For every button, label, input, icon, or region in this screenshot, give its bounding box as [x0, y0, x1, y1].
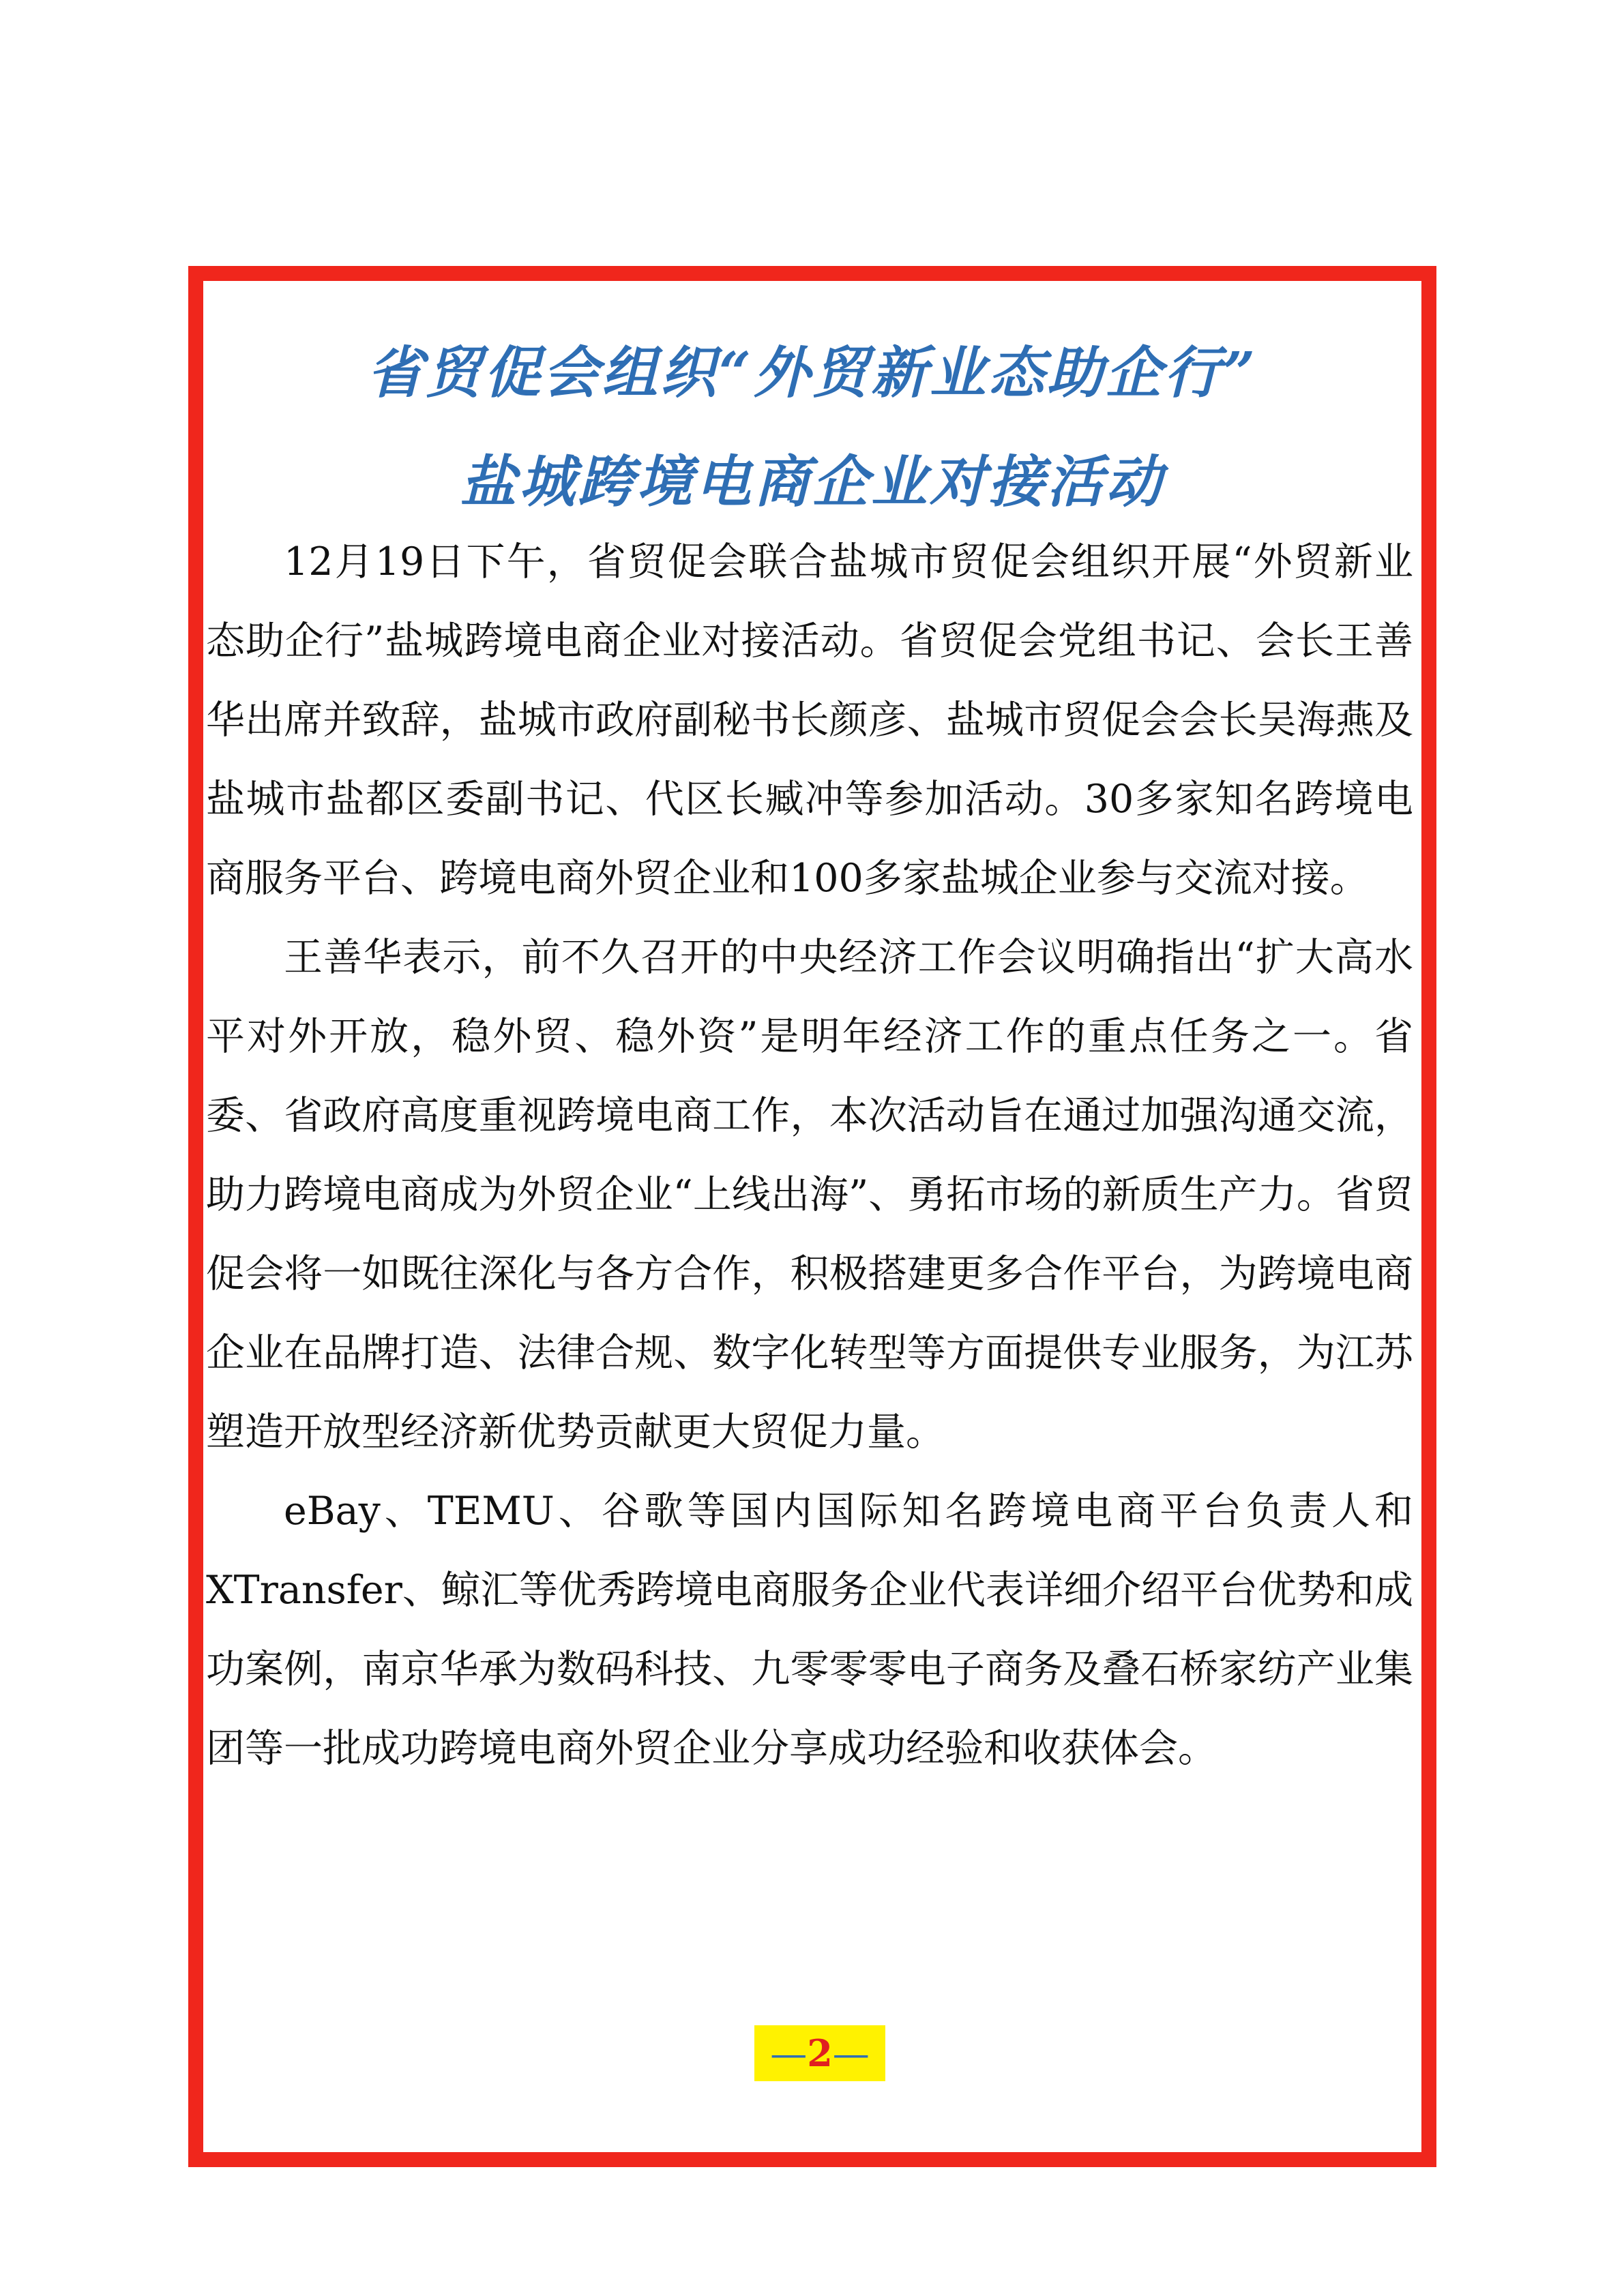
article-title-line-2: 盐城跨境电商企业对接活动: [460, 449, 1164, 515]
page-number-right-dash: —: [832, 2032, 870, 2075]
article-body: [206, 522, 1413, 1788]
page-number-left-dash: —: [770, 2032, 808, 2075]
article-title-line-1: 省贸促会组织“外贸新业态助企行”: [366, 340, 1258, 406]
paragraph-3: eBay、TEMU、谷歌等国内国际知名跨境电商平台负责人和XTransfer、鲸汇等优秀跨境电商服务企业代表详细介绍平台优势和成功案例，南京华承为数码科技、九零零零电子商务及叠石桥家纺产业集团等一批成功跨境电商外贸企业分享成功经验和收获体会。: [206, 1489, 1413, 1771]
paragraph-2: 王善华表示，前不久召开的中央经济工作会议明确指出“扩大高水平对外开放，稳外贸、稳外资”是明年经济工作的重点任务之一。省委、省政府高度重视跨境电商工作，本次活动旨在通过加强沟通交流，助力跨境电商成为外贸企业“上线出海”、勇拓市场的新质生产力。省贸促会将一如既往深化与各方合作，积极搭建更多合作平台，为跨境电商企业在品牌打造、法律合规、数字化转型等方面提供专业服务，为江苏塑造开放型经济新优势贡献更大贸促力量。: [206, 935, 1413, 1455]
page-number: 2: [807, 2031, 833, 2075]
paragraph-1: 12月19日下午，省贸促会联合盐城市贸促会组织开展“外贸新业态助企行”盐城跨境电商企业对接活动。省贸促会党组书记、会长王善华出席并致辞，盐城市政府副秘书长颜彦、盐城市贸促会会长吴海燕及盐城市盐都区委副书记、代区长臧冲等参加活动。30多家知名跨境电商服务平台、跨境电商外贸企业和100多家盐城企业参与交流对接。: [206, 539, 1413, 901]
page-number-badge: [754, 2025, 885, 2081]
